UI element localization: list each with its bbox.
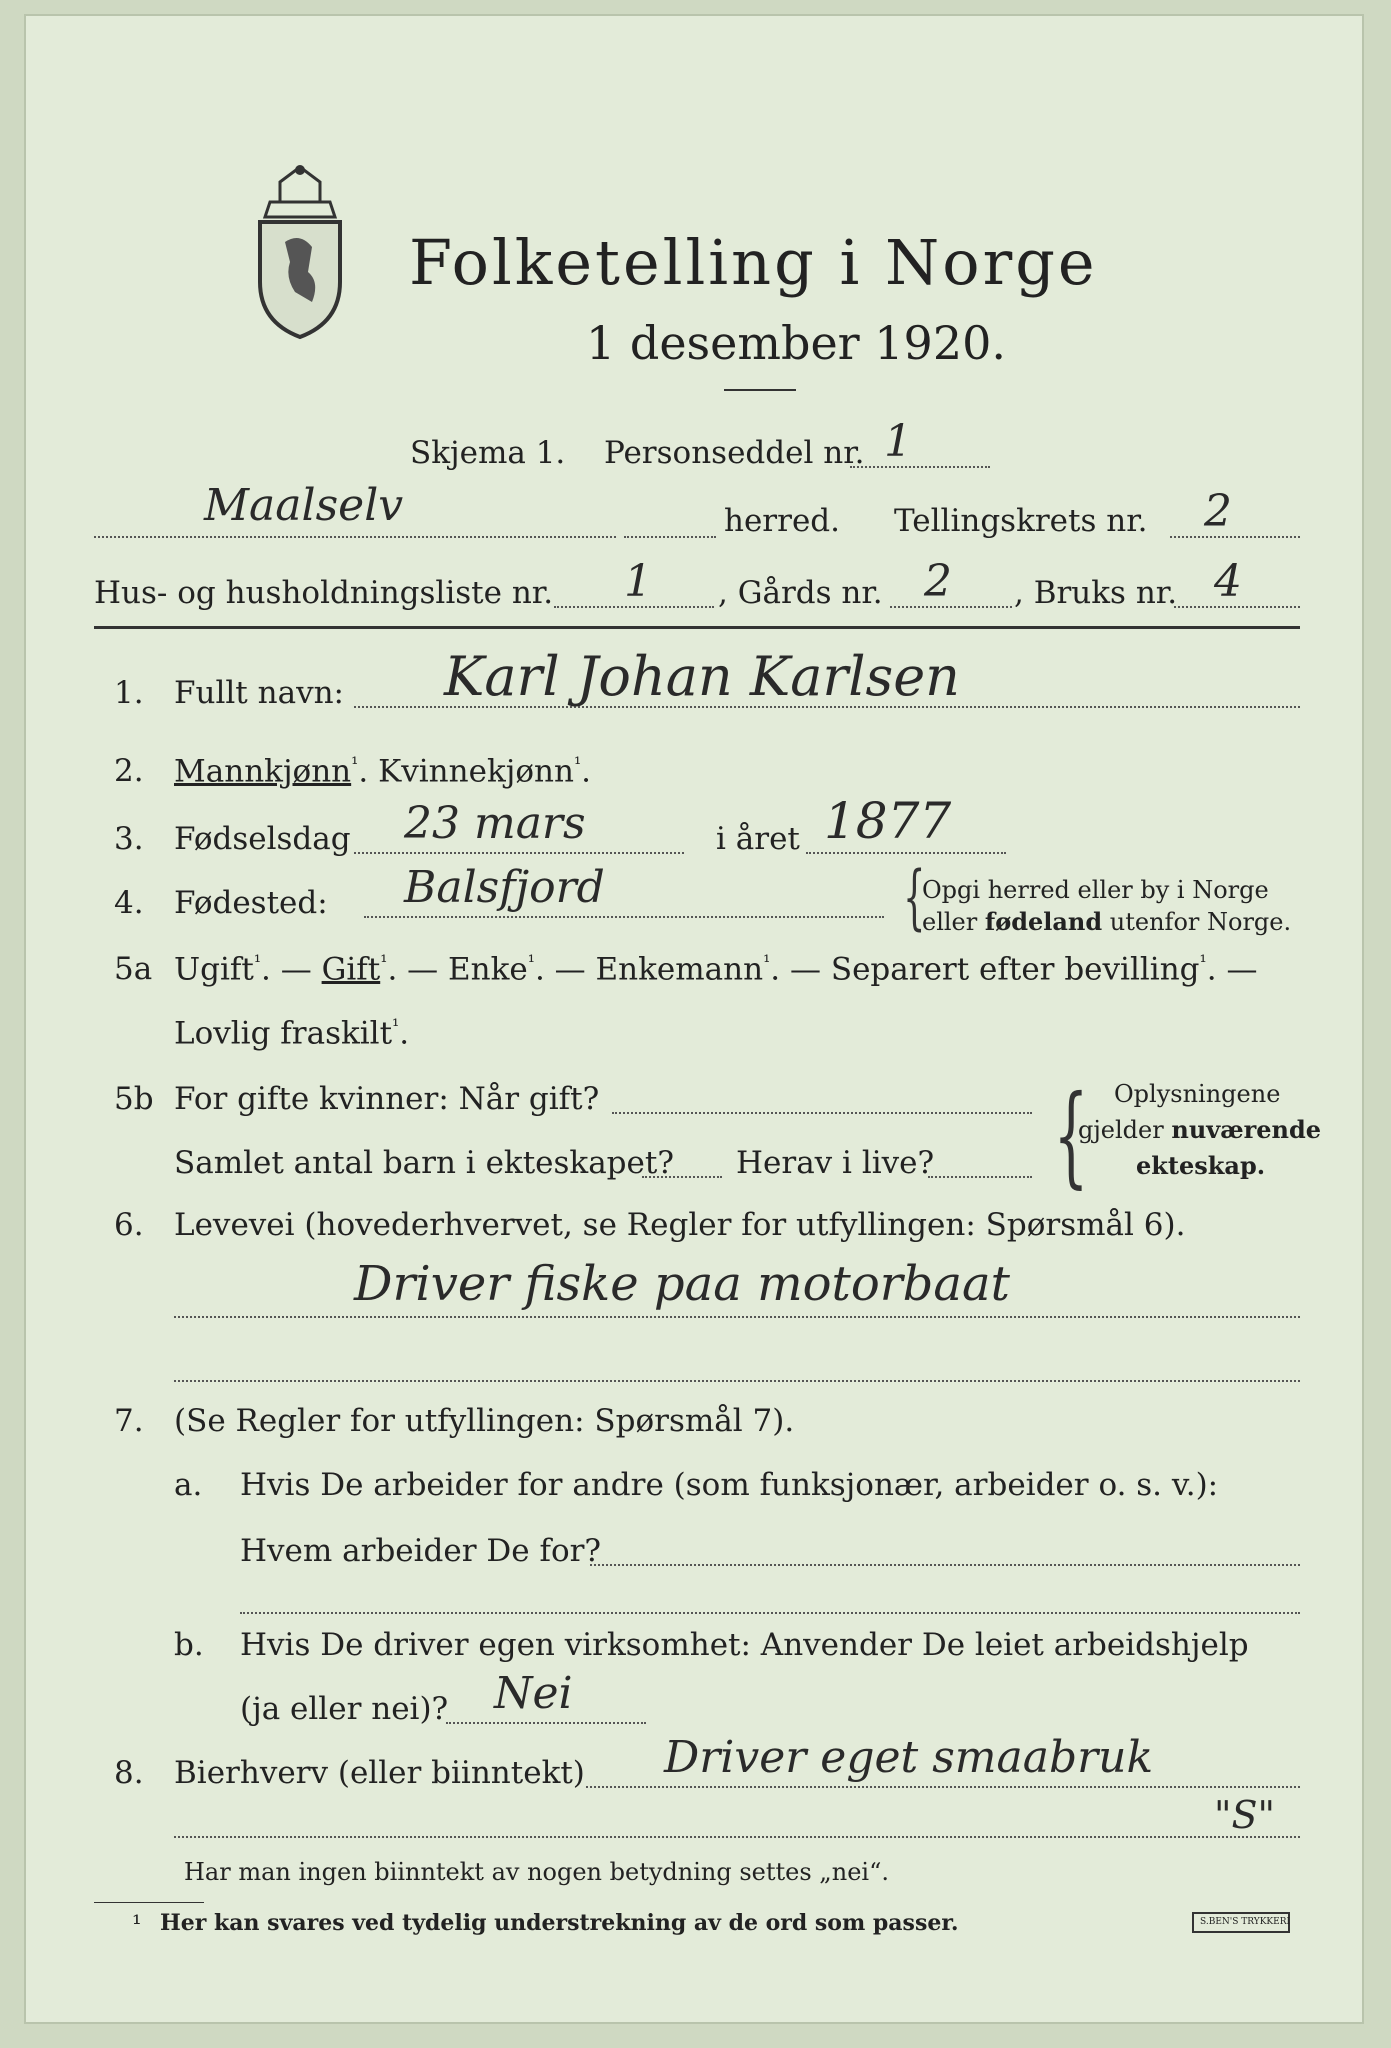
q4-value: Balsfjord [404, 862, 605, 913]
q6-line2 [174, 1380, 1300, 1382]
q5b-note3: ekteskap. [1136, 1151, 1266, 1180]
q4-brace: { [903, 856, 926, 938]
q5b-note2: gjelder nuværende [1078, 1115, 1322, 1144]
q5a-fraskilt: Lovlig fraskilt$^{^1}$. [174, 1015, 410, 1052]
herred-value: Maalselv [204, 480, 404, 531]
title-divider [724, 389, 796, 391]
q2-number: 2. [114, 753, 144, 789]
schema-label: Skjema 1. [410, 435, 566, 471]
q6-number: 6. [114, 1207, 144, 1243]
q6-label: Levevei (hovederhvervet, se Regler for utfyllingen: Spørsmål 6). [174, 1207, 1186, 1243]
q7b-value: Nei [494, 1668, 573, 1719]
q7a-question: Hvem arbeider De for? [240, 1533, 602, 1569]
census-form [24, 14, 1364, 2024]
q5b-label3: Herav i live? [736, 1145, 935, 1181]
q3-year-line [806, 852, 1006, 854]
q7a-line2 [240, 1612, 1300, 1614]
q6-line1 [174, 1316, 1300, 1318]
q8-line2 [174, 1836, 1300, 1838]
q7b-question: (ja eller nei)? [240, 1691, 449, 1727]
q5b-label1: For gifte kvinner: Når gift? [174, 1081, 600, 1117]
q4-line [364, 916, 884, 918]
herred-line [94, 536, 616, 538]
q7a-text: Hvis De arbeider for andre (som funksjonær, arbeider o. s. v.): [240, 1467, 1219, 1503]
q5b-line2 [642, 1176, 722, 1178]
hus-value: 1 [624, 556, 652, 607]
q8-value: Driver eget smaabruk [664, 1732, 1154, 1783]
q3-number: 3. [114, 821, 144, 857]
q8-line1 [586, 1786, 1300, 1788]
q4-note2: eller fødeland utenfor Norge. [922, 907, 1292, 936]
bruks-label: , Bruks nr. [1014, 575, 1178, 611]
bruks-value: 4 [1214, 556, 1242, 607]
q7b-number: b. [174, 1627, 204, 1663]
q5a-number: 5a [114, 951, 153, 987]
q5b-note1: Oplysningene [1114, 1080, 1281, 1108]
q3-value: 23 mars [404, 798, 586, 849]
q5a-options: Ugift$^{^1}$. — Gift$^{^1}$. — Enke$^{^1}$. — Enkemann$^{^1}$. — Separert efter bevilling$^{^1}$. — [174, 951, 1258, 988]
q3-year-label: i året [716, 821, 800, 857]
printer-mark: S.BEN'S TRYKKERI [1192, 1912, 1290, 1933]
krets-line [1170, 536, 1300, 538]
personseddel-value: 1 [884, 416, 912, 467]
gards-value: 2 [924, 556, 952, 607]
footnote-text: Her kan svares ved tydelig understrekning av de ord som passer. [160, 1910, 959, 1936]
q5b-brace: { [1053, 1071, 1089, 1199]
hus-label: Hus- og husholdningsliste nr. [94, 575, 554, 611]
q6-value: Driver fiske paa motorbaat [354, 1256, 1010, 1312]
q4-number: 4. [114, 885, 144, 921]
footer-note: Har man ingen biinntekt av nogen betydning settes „nei“. [184, 1858, 889, 1886]
q1-label: Fullt navn: [174, 675, 344, 711]
q2-female: Kvinnekjønn [378, 753, 574, 790]
section-divider [94, 626, 1300, 629]
q1-value: Karl Johan Karlsen [444, 645, 960, 708]
form-title: Folketelling i Norge [409, 226, 1098, 299]
q5a-gift: Gift [321, 951, 381, 988]
q7b-line [446, 1722, 646, 1724]
coat-of-arms-icon [250, 162, 350, 342]
q2-options: Mannkjønn$^{^1}$. Kvinnekjønn$^{^1}$. [174, 753, 592, 790]
q8-number: 8. [114, 1755, 144, 1791]
q7a-number: a. [174, 1467, 203, 1503]
q5b-line1 [612, 1112, 1032, 1114]
q3-year-value: 1877 [824, 792, 952, 850]
q7-label: (Se Regler for utfyllingen: Spørsmål 7). [174, 1403, 795, 1439]
q7-number: 7. [114, 1403, 144, 1439]
q3-label: Fødselsdag [174, 821, 351, 857]
herred-label: herred. [724, 503, 840, 539]
q2-male: Mannkjønn [174, 753, 352, 790]
q7a-line1 [590, 1564, 1300, 1566]
q4-label: Fødested: [174, 885, 328, 921]
krets-label: Tellingskrets nr. [894, 503, 1148, 539]
herred-line-2 [624, 536, 716, 538]
q1-number: 1. [114, 675, 144, 711]
personseddel-line [850, 466, 990, 468]
q5b-label2: Samlet antal barn i ekteskapet? [174, 1145, 674, 1181]
q4-note1: Opgi herred eller by i Norge [922, 876, 1269, 904]
q5b-line3 [928, 1176, 1032, 1178]
form-date: 1 desember 1920. [586, 316, 1006, 370]
q3-line [354, 852, 684, 854]
krets-value: 2 [1204, 486, 1232, 537]
q8-label: Bierhverv (eller biinntekt) [174, 1755, 585, 1791]
q5b-number: 5b [114, 1081, 154, 1117]
footnote-divider [94, 1902, 204, 1903]
gards-label: , Gårds nr. [718, 575, 883, 611]
q7b-text: Hvis De driver egen virksomhet: Anvender De leiet arbeidshjelp [240, 1627, 1249, 1663]
footnote-mark: ¹ [132, 1910, 142, 1938]
q8-value2: "S" [1214, 1793, 1275, 1837]
personseddel-label: Personseddel nr. [604, 435, 865, 471]
